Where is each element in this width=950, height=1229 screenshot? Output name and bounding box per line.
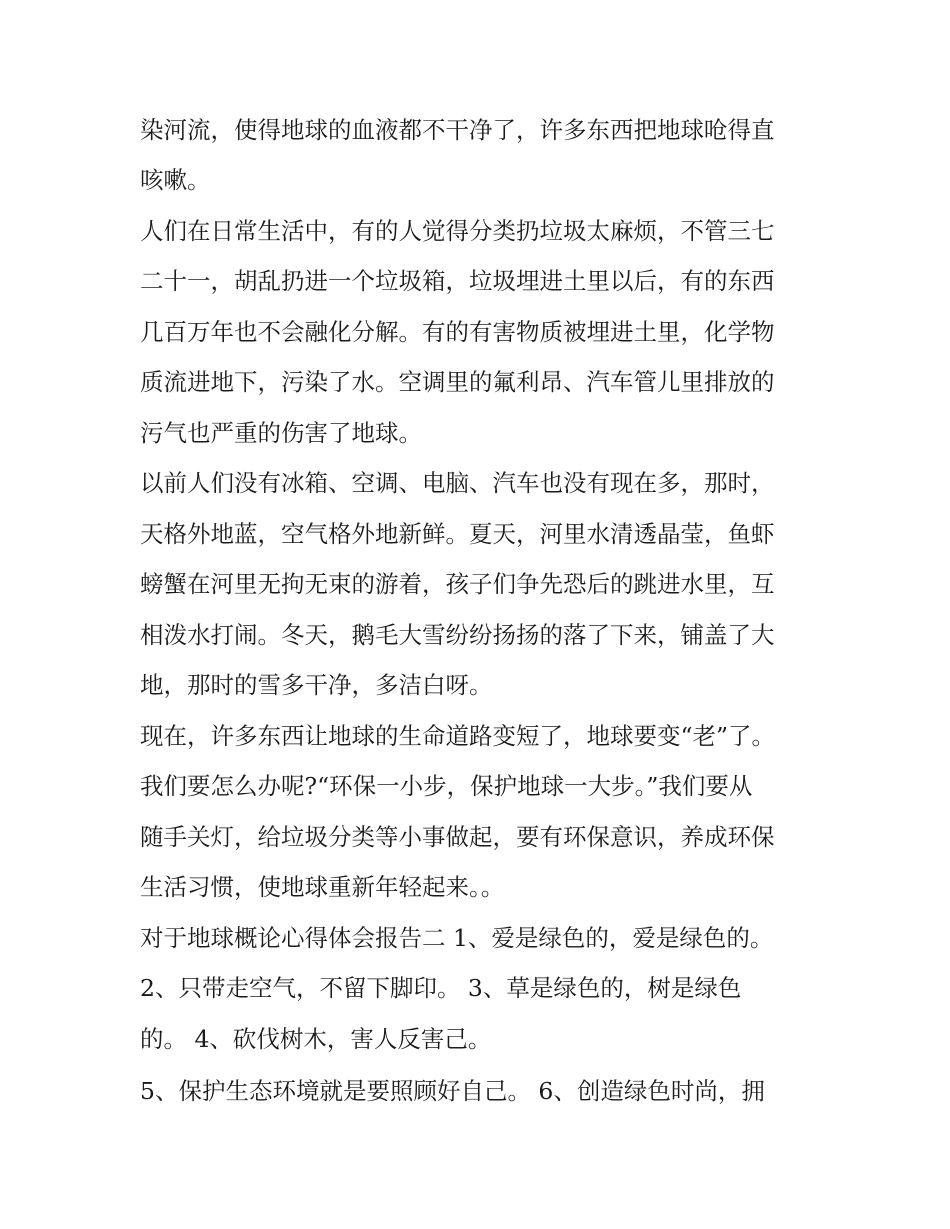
text-line: 咳嗽。 [140, 166, 211, 194]
text-line: 我们要怎么办呢?“环保一小步，保护地球一大步。”我们要从 [140, 772, 753, 800]
text-line: 随手关灯，给垃圾分类等小事做起，要有环保意识，养成环保 [140, 823, 775, 851]
text-line: 生活习惯，使地球重新年轻起来。。 [140, 873, 505, 901]
text-line: 染河流，使得地球的血液都不干净了，许多东西把地球呛得直 [140, 116, 775, 144]
text-line: 天格外地蓝，空气格外地新鲜。夏天，河里水清透晶莹，鱼虾 [140, 520, 775, 548]
text-line: 污气也严重的伤害了地球。 [140, 419, 422, 447]
text-line: 二十一，胡乱扔进一个垃圾箱，垃圾埋进土里以后，有的东西 [140, 267, 775, 295]
text-line: 的。 4、砍伐树木，害人反害己。 [140, 1025, 492, 1053]
text-line: 对于地球概论心得体会报告二 1、爱是绿色的，爱是绿色的。 [140, 924, 774, 952]
text-line: 人们在日常生活中，有的人觉得分类扔垃圾太麻烦，不管三七 [140, 217, 775, 245]
text-line: 现在，许多东西让地球的生命道路变短了，地球要变“老”了。 [140, 722, 776, 750]
text-line: 螃蟹在河里无拘无束的游着，孩子们争先恐后的跳进水里，互 [140, 570, 775, 598]
text-line: 2、只带走空气，不留下脚印。 3、草是绿色的，树是绿色 [140, 974, 742, 1002]
text-line: 以前人们没有冰箱、空调、电脑、汽车也没有现在多，那时， [140, 469, 775, 497]
text-line: 几百万年也不会融化分解。有的有害物质被埋进土里，化学物 [140, 318, 775, 346]
text-line: 质流进地下，污染了水。空调里的氟利昂、汽车管儿里排放的 [140, 368, 775, 396]
text-line: 5、保护生态环境就是要照顾好自己。 6、创造绿色时尚，拥 [140, 1077, 765, 1105]
text-line: 地，那时的雪多干净，多洁白呀。 [140, 671, 493, 699]
text-line: 相泼水打闹。冬天，鹅毛大雪纷纷扬扬的落了下来，铺盖了大 [140, 621, 775, 649]
